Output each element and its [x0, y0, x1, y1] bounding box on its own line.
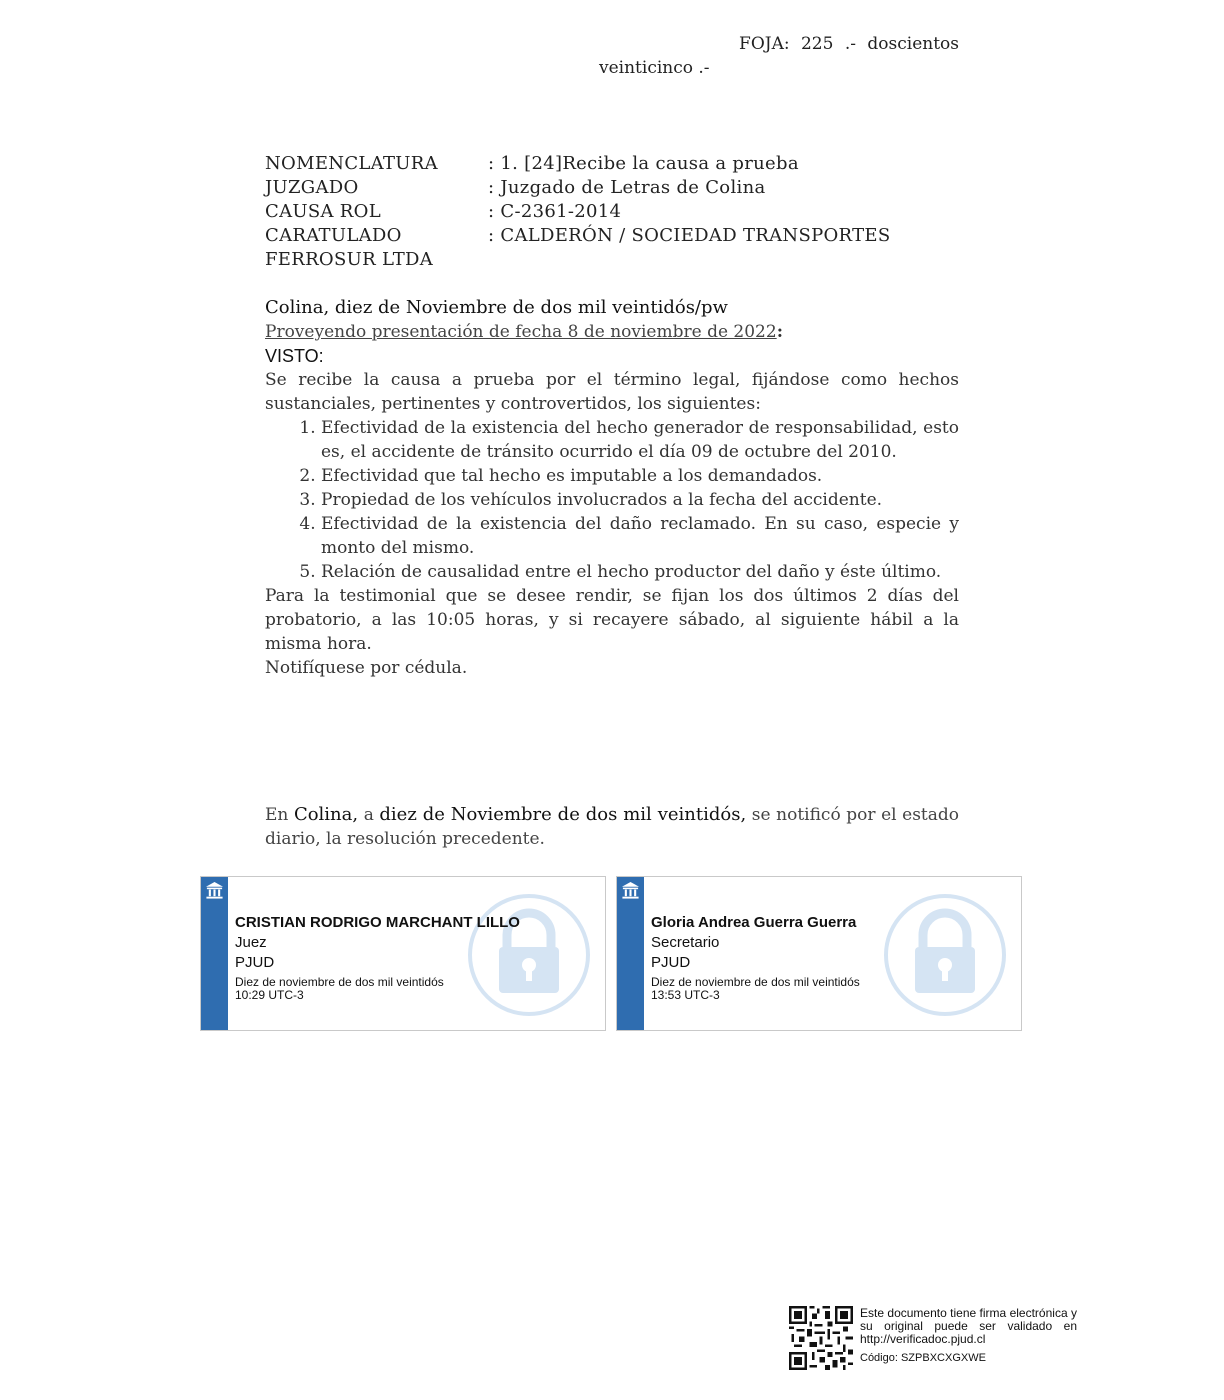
facts-list — [265, 416, 959, 584]
proveyendo-colon: : — [776, 322, 783, 342]
signer-role: Juez — [235, 934, 267, 951]
metadata-row-juzgado — [265, 176, 890, 200]
signature-box-judge — [200, 876, 606, 1031]
list-item: 1. Efectividad de la existencia del hecho generador de responsabilidad, esto es, el accidente de tránsito ocurrido el día 09 de octubre del 2010. — [321, 416, 959, 464]
signature-details — [651, 913, 860, 1002]
courthouse-icon — [621, 881, 640, 900]
resolution-intro: Se recibe la causa a prueba por el término legal, fijándose como hechos sustanciales, pertinentes y controvertidos, los siguientes: — [265, 370, 959, 414]
signer-org: PJUD — [235, 954, 275, 971]
foja-line-2: veinticinco .- — [599, 58, 710, 78]
notification-rest: se notificó por el estado diario, la resolución precedente. — [265, 805, 960, 849]
notification-paragraph — [265, 803, 959, 851]
signer-org: PJUD — [651, 954, 691, 971]
list-item: 2. Efectividad que tal hecho es imputable a los demandados. — [321, 464, 959, 488]
metadata-key: NOMENCLATURA — [265, 153, 438, 174]
metadata-key: JUZGADO — [265, 177, 359, 198]
metadata-key: CAUSA ROL — [265, 201, 381, 222]
signature-time: 13:53 UTC-3 — [651, 988, 720, 1002]
list-item: 3. Propiedad de los vehículos involucrados a la fecha del accidente. — [321, 488, 959, 512]
resolution-dateline: Colina, diez de Noviembre de dos mil veintidós/pw — [265, 297, 728, 318]
signer-role: Secretario — [651, 934, 720, 951]
metadata-row-causa-rol — [265, 200, 890, 224]
foja-header — [599, 32, 959, 80]
metadata-value: : C-2361-2014 — [488, 201, 622, 222]
foja-line-1: FOJA: 225 .- doscientos — [739, 34, 959, 54]
metadata-key: CARATULADO — [265, 225, 402, 246]
courthouse-icon — [205, 881, 224, 900]
verification-text: Este documento tiene firma electrónica y su original puede ser validado en http://verificadoc.pjud.cl — [860, 1306, 1077, 1346]
signer-name: CRISTIAN RODRIGO MARCHANT LILLO — [235, 914, 520, 931]
metadata-row-nomenclatura — [265, 152, 890, 176]
visto-heading: VISTO: — [265, 346, 324, 366]
lock-icon — [883, 893, 1007, 1017]
metadata-continuation: FERROSUR LTDA — [265, 249, 434, 270]
notification-en: En — [265, 805, 289, 825]
signature-date: Diez de noviembre de dos mil veintidós — [651, 975, 860, 989]
signature-details — [235, 913, 520, 1002]
notification-date: diez de Noviembre de dos mil veintidós, — [379, 804, 747, 825]
case-metadata — [265, 152, 890, 272]
signature-box-secretary — [616, 876, 1022, 1031]
signer-name: Gloria Andrea Guerra Guerra — [651, 914, 857, 931]
testimonial-paragraph: Para la testimonial que se desee rendir, se fijan los dos últimos 2 días del probatorio, a las 10:05 horas, y si recayere sábado, al siguiente hábil a la misma hora. — [265, 586, 959, 654]
verification-notice — [860, 1307, 1077, 1365]
signature-date: Diez de noviembre de dos mil veintidós — [235, 975, 444, 989]
resolution-body — [265, 296, 959, 680]
notifiquese-line: Notifíquese por cédula. — [265, 658, 468, 678]
signature-bar — [617, 877, 644, 1030]
signature-bar — [201, 877, 228, 1030]
proveyendo-line — [265, 320, 959, 344]
metadata-row-caratulado — [265, 224, 890, 248]
metadata-value: : 1. [24]Recibe la causa a prueba — [488, 153, 799, 174]
metadata-value: : CALDERÓN / SOCIEDAD TRANSPORTES — [488, 225, 891, 246]
metadata-value: : Juzgado de Letras de Colina — [488, 177, 766, 198]
list-item: 5. Relación de causalidad entre el hecho productor del daño y éste último. — [321, 560, 959, 584]
verification-code: Código: SZPBXCXGXWE — [860, 1352, 986, 1364]
qr-code-icon — [789, 1306, 853, 1370]
notification-place: Colina, — [293, 804, 359, 825]
proveyendo-text: Proveyendo presentación de fecha 8 de noviembre de 2022 — [265, 322, 777, 342]
notification-a: a — [363, 805, 374, 825]
list-item: 4. Efectividad de la existencia del daño reclamado. En su caso, especie y monto del mismo. — [321, 512, 959, 560]
signature-time: 10:29 UTC-3 — [235, 988, 304, 1002]
